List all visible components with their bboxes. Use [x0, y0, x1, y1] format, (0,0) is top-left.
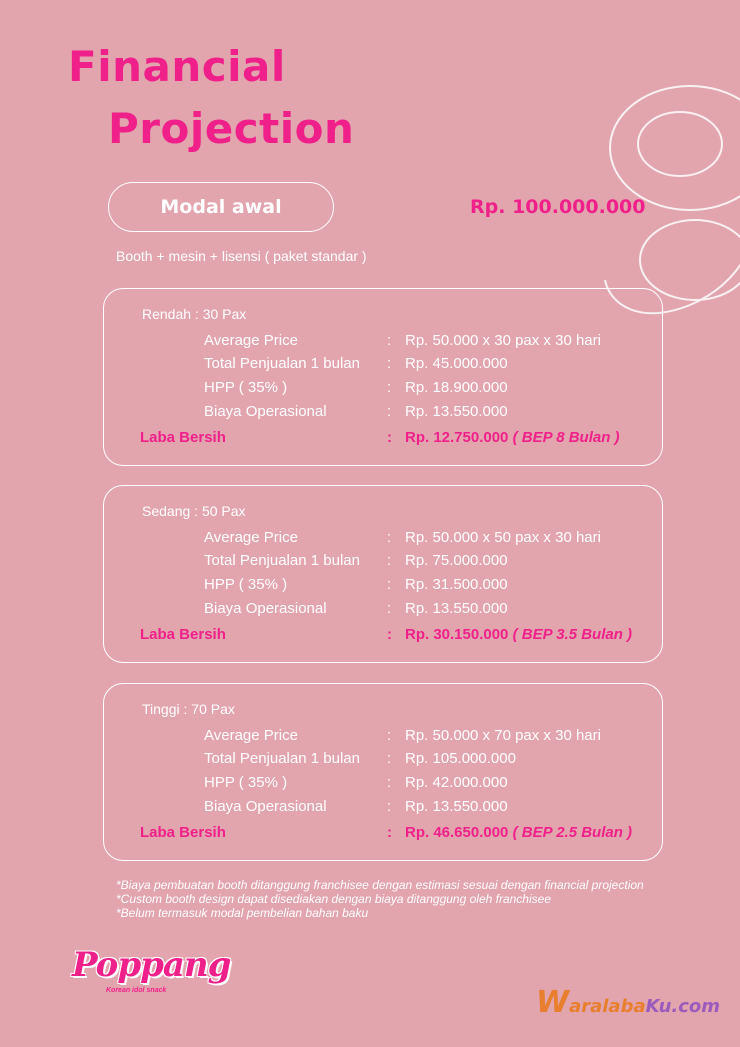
brand-tagline: Korean idol snack	[106, 987, 167, 994]
watermark-part1: aralaba	[569, 996, 646, 1017]
row-colon: :	[387, 576, 392, 593]
modal-awal-value: Rp. 100.000.000	[470, 196, 646, 218]
row-value: Rp. 50.000 x 30 pax x 30 hari	[405, 332, 601, 349]
row-colon: :	[387, 529, 392, 546]
row-value: Rp. 42.000.000	[405, 774, 508, 791]
row-colon: :	[387, 626, 392, 643]
row-label: Average Price	[204, 727, 298, 744]
profit-bep: ( BEP 2.5 Bulan )	[512, 824, 633, 841]
watermark-w: W	[536, 985, 570, 1020]
row-biaya-operasional	[104, 798, 662, 818]
footnote: *Biaya pembuatan booth ditanggung franchisee dengan estimasi sesuai dengan financial projection	[116, 878, 644, 892]
row-biaya-operasional	[104, 403, 662, 423]
row-colon: :	[387, 379, 392, 396]
poppang-logo	[66, 935, 231, 1005]
row-label: HPP ( 35% )	[204, 774, 288, 791]
row-value: Rp. 18.900.000	[405, 379, 508, 396]
tier-card-tinggi	[103, 683, 663, 861]
waralabaku-watermark	[536, 985, 721, 1025]
profit-value-group	[405, 429, 620, 446]
tier-title: Sedang : 50 Pax	[142, 503, 246, 519]
row-average-price	[104, 529, 662, 549]
row-hpp	[104, 774, 662, 794]
footnote: *Belum termasuk modal pembelian bahan baku	[116, 906, 369, 920]
profit-value-group	[405, 824, 632, 841]
profit-value: Rp. 46.650.000	[405, 824, 509, 841]
row-label: Total Penjualan 1 bulan	[204, 552, 360, 569]
row-total-penjualan	[104, 355, 662, 375]
row-biaya-operasional	[104, 600, 662, 620]
tier-card-rendah	[103, 288, 663, 466]
row-colon: :	[387, 403, 392, 420]
watermark-part2: Ku.com	[645, 996, 721, 1017]
profit-label: Laba Bersih	[140, 626, 226, 643]
row-colon: :	[387, 727, 392, 744]
row-label: Biaya Operasional	[204, 798, 327, 815]
tier-title: Rendah : 30 Pax	[142, 306, 247, 322]
row-laba-bersih	[104, 824, 662, 844]
profit-label: Laba Bersih	[140, 824, 226, 841]
row-value: Rp. 50.000 x 70 pax x 30 hari	[405, 727, 601, 744]
row-colon: :	[387, 429, 392, 446]
row-label: HPP ( 35% )	[204, 379, 288, 396]
row-value: Rp. 75.000.000	[405, 552, 508, 569]
row-total-penjualan	[104, 750, 662, 770]
row-value: Rp. 105.000.000	[405, 750, 516, 767]
row-hpp	[104, 576, 662, 596]
row-value: Rp. 13.550.000	[405, 403, 508, 420]
page-title-line-1: Financial	[68, 42, 286, 91]
page-title-line-2: Projection	[108, 104, 355, 153]
row-label: Average Price	[204, 332, 298, 349]
row-value: Rp. 45.000.000	[405, 355, 508, 372]
tier-card-sedang	[103, 485, 663, 663]
footnote: *Custom booth design dapat disediakan dengan biaya ditanggung oleh franchisee	[116, 892, 551, 906]
row-total-penjualan	[104, 552, 662, 572]
footnotes	[116, 878, 644, 920]
row-value: Rp. 13.550.000	[405, 600, 508, 617]
row-hpp	[104, 379, 662, 399]
row-label: HPP ( 35% )	[204, 576, 288, 593]
row-colon: :	[387, 600, 392, 617]
modal-awal-pill: Modal awal	[108, 182, 334, 232]
profit-value: Rp. 12.750.000	[405, 429, 509, 446]
row-value: Rp. 13.550.000	[405, 798, 508, 815]
row-label: Biaya Operasional	[204, 600, 327, 617]
tier-title: Tinggi : 70 Pax	[142, 701, 235, 717]
row-label: Total Penjualan 1 bulan	[204, 355, 360, 372]
row-value: Rp. 50.000 x 50 pax x 30 hari	[405, 529, 601, 546]
row-label: Total Penjualan 1 bulan	[204, 750, 360, 767]
row-value: Rp. 31.500.000	[405, 576, 508, 593]
row-colon: :	[387, 824, 392, 841]
row-laba-bersih	[104, 429, 662, 449]
row-colon: :	[387, 552, 392, 569]
profit-value: Rp. 30.150.000	[405, 626, 509, 643]
row-laba-bersih	[104, 626, 662, 646]
row-colon: :	[387, 332, 392, 349]
profit-bep: ( BEP 3.5 Bulan )	[512, 626, 633, 643]
package-description: Booth + mesin + lisensi ( paket standar )	[116, 248, 367, 264]
profit-bep: ( BEP 8 Bulan )	[512, 429, 620, 446]
row-colon: :	[387, 355, 392, 372]
row-average-price	[104, 727, 662, 747]
row-colon: :	[387, 774, 392, 791]
brand-name: Poppang	[72, 945, 231, 985]
profit-label: Laba Bersih	[140, 429, 226, 446]
row-label: Biaya Operasional	[204, 403, 327, 420]
row-average-price	[104, 332, 662, 352]
row-colon: :	[387, 798, 392, 815]
row-colon: :	[387, 750, 392, 767]
row-label: Average Price	[204, 529, 298, 546]
profit-value-group	[405, 626, 632, 643]
